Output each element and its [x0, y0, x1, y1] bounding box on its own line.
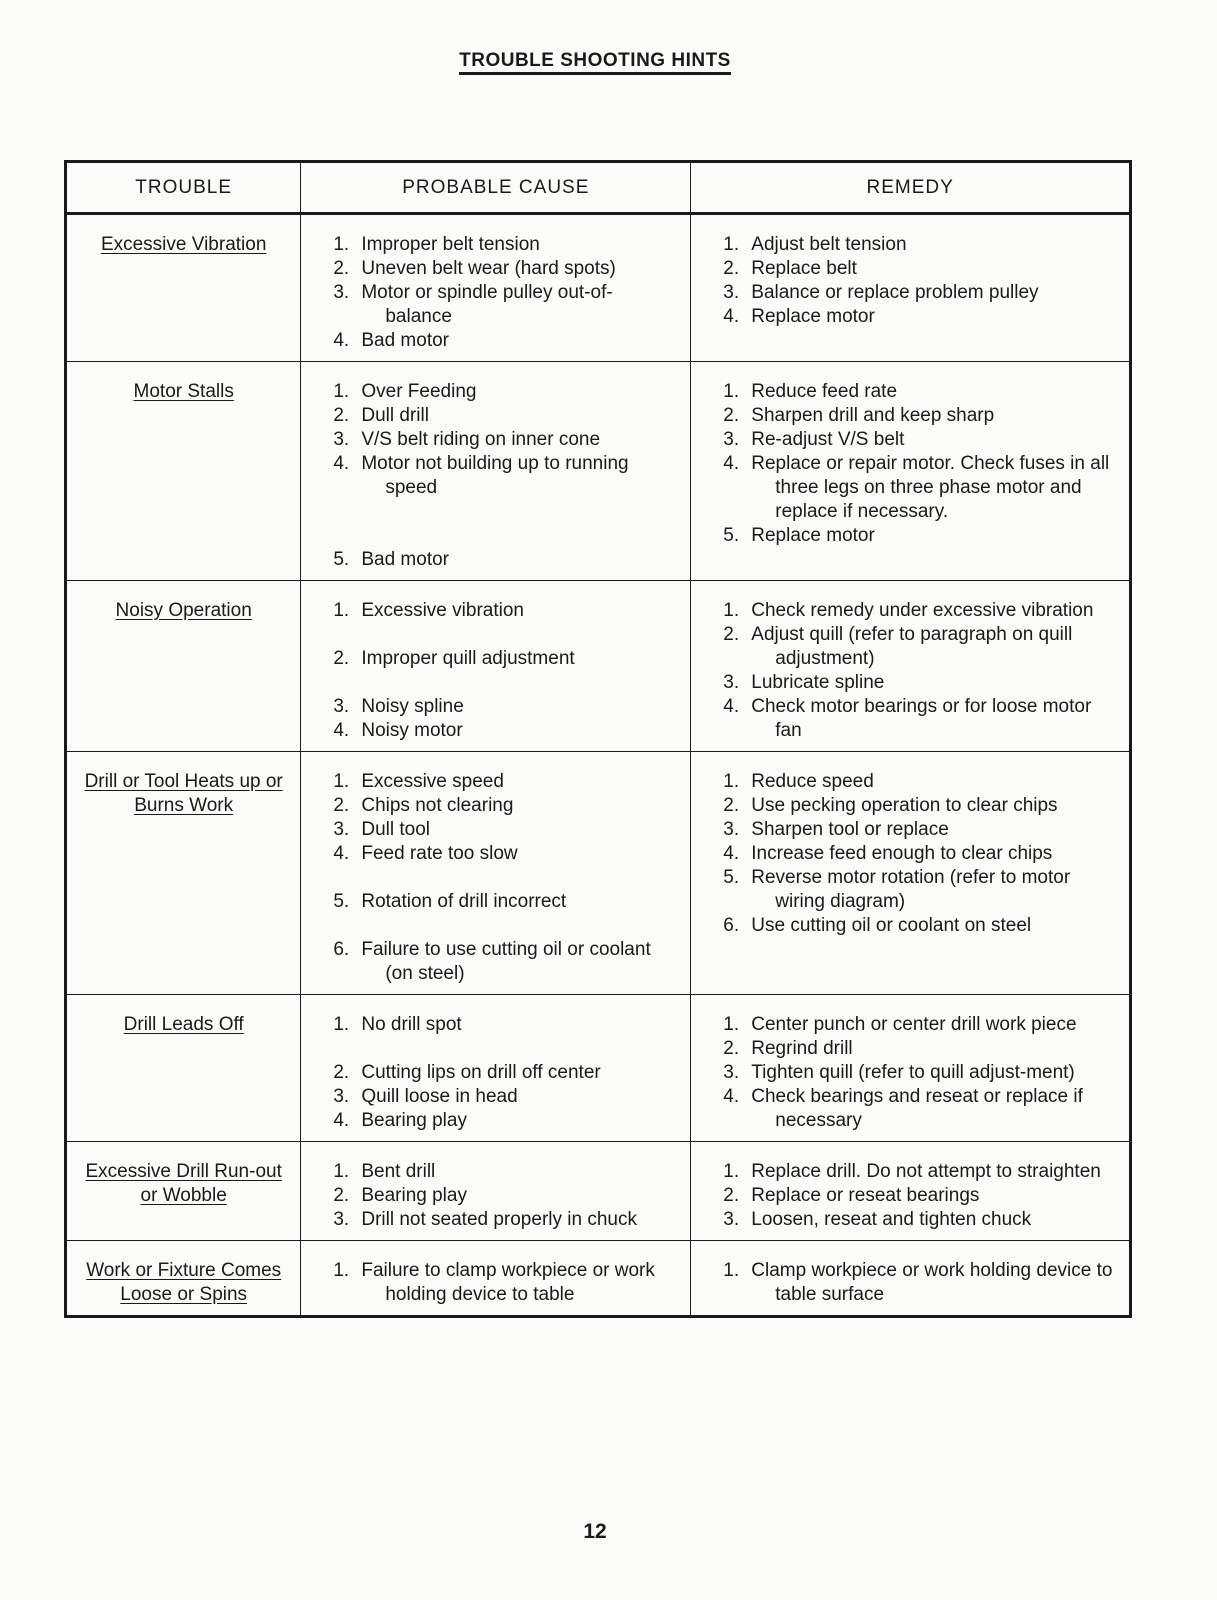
- item-text: Excessive speed: [361, 771, 504, 792]
- item-text: No drill spot: [361, 1014, 462, 1035]
- cause-cell: [301, 752, 691, 995]
- remedy-item: [705, 1184, 1115, 1208]
- remedy-item: [705, 452, 1115, 524]
- item-number: 4.: [723, 696, 740, 717]
- remedy-item: [705, 794, 1115, 818]
- cause-list: [315, 233, 676, 353]
- item-text: V/S belt riding on inner cone: [361, 429, 601, 450]
- remedy-list: [705, 1013, 1115, 1133]
- item-text: Feed rate too slow: [361, 843, 518, 864]
- item-text: Clamp workpiece or work holding device to table surface: [751, 1260, 1113, 1305]
- cause-cell: [301, 362, 691, 581]
- item-text: Dull drill: [361, 405, 429, 426]
- item-text: Chips not clearing: [361, 795, 514, 816]
- cause-list: [315, 770, 676, 986]
- item-text: Check bearings and reseat or replace if necessary: [751, 1086, 1083, 1131]
- cause-item: [315, 719, 676, 743]
- item-text: Failure to use cutting oil or coolant (on steel): [361, 939, 651, 984]
- item-text: Motor or spindle pulley out-of-balance: [361, 282, 613, 327]
- trouble-label: Drill Leads Off: [123, 1014, 244, 1035]
- remedy-item: [705, 380, 1115, 404]
- table-row: [66, 752, 1131, 995]
- remedy-list: [705, 770, 1115, 938]
- item-number: 1.: [333, 1014, 350, 1035]
- item-number: 2.: [333, 258, 350, 279]
- item-number: 5.: [723, 525, 740, 546]
- remedy-list: [705, 1259, 1115, 1307]
- item-number: 1.: [723, 1014, 740, 1035]
- table-header-row: [66, 162, 1131, 214]
- remedy-cell: [691, 214, 1131, 362]
- cause-list: [315, 1160, 676, 1232]
- item-number: 2.: [333, 648, 350, 669]
- item-text: Re-adjust V/S belt: [751, 429, 905, 450]
- cause-item: [315, 1184, 676, 1208]
- cause-cell: [301, 1142, 691, 1241]
- item-number: 1.: [723, 234, 740, 255]
- trouble-cell: [66, 362, 301, 581]
- remedy-item: [705, 818, 1115, 842]
- remedy-item: [705, 233, 1115, 257]
- item-text: Cutting lips on drill off center: [361, 1062, 601, 1083]
- cause-item: [315, 647, 676, 671]
- item-text: Replace motor: [751, 525, 875, 546]
- item-text: Reduce feed rate: [751, 381, 898, 402]
- item-number: 1.: [723, 600, 740, 621]
- item-number: 3.: [333, 696, 350, 717]
- remedy-item: [705, 305, 1115, 329]
- item-number: 6.: [723, 915, 740, 936]
- remedy-item: [705, 1160, 1115, 1184]
- remedy-item: [705, 1013, 1115, 1037]
- item-number: 4.: [723, 843, 740, 864]
- item-text: Bearing play: [361, 1110, 467, 1131]
- item-text: Failure to clamp workpiece or work holding device to table: [361, 1260, 655, 1305]
- remedy-item: [705, 1259, 1115, 1307]
- cause-item: [315, 599, 676, 623]
- remedy-item: [705, 914, 1115, 938]
- item-text: Improper belt tension: [361, 234, 540, 255]
- cause-item: [315, 404, 676, 428]
- remedy-list: [705, 380, 1115, 548]
- table-row: [66, 214, 1131, 362]
- remedy-item: [705, 1208, 1115, 1232]
- cause-item: [315, 938, 676, 986]
- cause-list: [315, 380, 676, 572]
- item-text: Dull tool: [361, 819, 430, 840]
- cause-item: [315, 548, 676, 572]
- remedy-cell: [691, 362, 1131, 581]
- item-text: Replace motor: [751, 306, 875, 327]
- item-text: Bad motor: [361, 330, 449, 351]
- item-number: 4.: [333, 843, 350, 864]
- item-number: 2.: [723, 258, 740, 279]
- remedy-item: [705, 404, 1115, 428]
- remedy-item: [705, 524, 1115, 548]
- item-text: Over Feeding: [361, 381, 477, 402]
- item-text: Balance or replace problem pulley: [751, 282, 1039, 303]
- remedy-item: [705, 428, 1115, 452]
- item-text: Reduce speed: [751, 771, 874, 792]
- header-remedy: REMEDY: [691, 162, 1131, 214]
- item-number: 1.: [723, 381, 740, 402]
- cause-item: [315, 1061, 676, 1085]
- cause-list: [315, 1259, 676, 1307]
- item-text: Tighten quill (refer to quill adjust-ment): [751, 1062, 1075, 1083]
- page-title: TROUBLE SHOOTING HINTS: [0, 50, 1190, 72]
- item-text: Bearing play: [361, 1185, 467, 1206]
- item-text: Center punch or center drill work piece: [751, 1014, 1077, 1035]
- cause-item: [315, 1085, 676, 1109]
- cause-cell: [301, 581, 691, 752]
- cause-item: [315, 1208, 676, 1232]
- item-number: 1.: [723, 1161, 740, 1182]
- item-text: Check motor bearings or for loose motor fan: [751, 696, 1092, 741]
- trouble-cell: [66, 581, 301, 752]
- cause-item: [315, 1109, 676, 1133]
- table-row: [66, 1241, 1131, 1317]
- item-text: Replace belt: [751, 258, 857, 279]
- cause-item: [315, 1259, 676, 1307]
- item-number: 5.: [333, 891, 350, 912]
- cause-item: [315, 380, 676, 404]
- item-number: 2.: [333, 1185, 350, 1206]
- cause-item: [315, 770, 676, 794]
- cause-list: [315, 599, 676, 743]
- cause-item: [315, 329, 676, 353]
- cause-item: [315, 428, 676, 452]
- header-probable-cause: PROBABLE CAUSE: [301, 162, 691, 214]
- item-number: 1.: [333, 1260, 350, 1281]
- item-text: Use cutting oil or coolant on steel: [751, 915, 1032, 936]
- item-number: 3.: [723, 819, 740, 840]
- item-text: Sharpen drill and keep sharp: [751, 405, 995, 426]
- item-number: 3.: [723, 282, 740, 303]
- item-number: 5.: [723, 867, 740, 888]
- item-number: 4.: [723, 1086, 740, 1107]
- trouble-cell: [66, 752, 301, 995]
- item-number: 1.: [723, 1260, 740, 1281]
- item-number: 2.: [723, 795, 740, 816]
- item-text: Drill not seated properly in chuck: [361, 1209, 637, 1230]
- item-number: 5.: [333, 549, 350, 570]
- item-number: 4.: [723, 453, 740, 474]
- cause-item: [315, 818, 676, 842]
- remedy-cell: [691, 1142, 1131, 1241]
- remedy-item: [705, 599, 1115, 623]
- item-number: 4.: [333, 330, 350, 351]
- remedy-item: [705, 257, 1115, 281]
- cause-item: [315, 842, 676, 866]
- remedy-cell: [691, 752, 1131, 995]
- remedy-item: [705, 770, 1115, 794]
- item-text: Check remedy under excessive vibration: [751, 600, 1094, 621]
- item-number: 1.: [723, 771, 740, 792]
- item-number: 3.: [723, 429, 740, 450]
- item-number: 1.: [333, 381, 350, 402]
- item-number: 3.: [333, 1086, 350, 1107]
- item-text: Excessive vibration: [361, 600, 524, 621]
- remedy-item: [705, 1061, 1115, 1085]
- remedy-item: [705, 623, 1115, 671]
- item-number: 1.: [333, 771, 350, 792]
- item-number: 2.: [723, 1038, 740, 1059]
- item-text: Replace drill. Do not attempt to straighten: [751, 1161, 1101, 1182]
- item-number: 3.: [333, 429, 350, 450]
- item-text: Adjust quill (refer to paragraph on quill adjustment): [751, 624, 1073, 669]
- item-text: Use pecking operation to clear chips: [751, 795, 1058, 816]
- trouble-cell: [66, 214, 301, 362]
- trouble-label: Work or Fixture Comes Loose or Spins: [86, 1260, 282, 1305]
- item-text: Quill loose in head: [361, 1086, 518, 1107]
- item-number: 3.: [723, 1209, 740, 1230]
- remedy-cell: [691, 995, 1131, 1142]
- item-number: 4.: [333, 453, 350, 474]
- remedy-cell: [691, 581, 1131, 752]
- item-text: Sharpen tool or replace: [751, 819, 949, 840]
- item-text: Adjust belt tension: [751, 234, 907, 255]
- remedy-cell: [691, 1241, 1131, 1317]
- trouble-cell: [66, 1241, 301, 1317]
- item-number: 2.: [723, 405, 740, 426]
- item-number: 3.: [333, 1209, 350, 1230]
- item-text: Regrind drill: [751, 1038, 853, 1059]
- item-text: Noisy motor: [361, 720, 463, 741]
- cause-cell: [301, 214, 691, 362]
- cause-item: [315, 794, 676, 818]
- table-row: [66, 995, 1131, 1142]
- cause-item: [315, 695, 676, 719]
- table-row: [66, 1142, 1131, 1241]
- item-text: Lubricate spline: [751, 672, 885, 693]
- item-text: Bent drill: [361, 1161, 436, 1182]
- cause-item: [315, 281, 676, 329]
- cause-cell: [301, 1241, 691, 1317]
- item-number: 3.: [723, 1062, 740, 1083]
- trouble-label: Excessive Vibration: [100, 234, 267, 255]
- item-text: Reverse motor rotation (refer to motor wiring diagram): [751, 867, 1071, 912]
- item-text: Replace or reseat bearings: [751, 1185, 980, 1206]
- item-number: 1.: [333, 1161, 350, 1182]
- page-number: 12: [583, 1520, 607, 1543]
- item-number: 2.: [333, 405, 350, 426]
- item-number: 3.: [333, 819, 350, 840]
- item-number: 4.: [333, 1110, 350, 1131]
- item-number: 4.: [723, 306, 740, 327]
- table-row: [66, 362, 1131, 581]
- trouble-shooting-table: [64, 160, 1132, 1318]
- item-number: 1.: [333, 600, 350, 621]
- remedy-list: [705, 599, 1115, 743]
- item-number: 2.: [333, 1062, 350, 1083]
- item-text: Replace or repair motor. Check fuses in all three legs on three phase motor and replace if necessary.: [751, 453, 1110, 522]
- item-number: 2.: [333, 795, 350, 816]
- item-text: Motor not building up to running speed: [361, 453, 629, 498]
- item-text: Bad motor: [361, 549, 449, 570]
- trouble-label: Drill or Tool Heats up or Burns Work: [84, 771, 283, 816]
- remedy-item: [705, 1037, 1115, 1061]
- trouble-cell: [66, 995, 301, 1142]
- item-text: Noisy spline: [361, 696, 464, 717]
- item-number: 3.: [333, 282, 350, 303]
- remedy-list: [705, 233, 1115, 329]
- cause-item: [315, 1160, 676, 1184]
- remedy-list: [705, 1160, 1115, 1232]
- table-row: [66, 581, 1131, 752]
- cause-item: [315, 257, 676, 281]
- remedy-item: [705, 671, 1115, 695]
- header-trouble: TROUBLE: [66, 162, 301, 214]
- item-number: 1.: [333, 234, 350, 255]
- trouble-label: Excessive Drill Run-out or Wobble: [85, 1161, 282, 1206]
- item-text: Loosen, reseat and tighten chuck: [751, 1209, 1032, 1230]
- remedy-item: [705, 842, 1115, 866]
- item-text: Uneven belt wear (hard spots): [361, 258, 616, 279]
- item-number: 3.: [723, 672, 740, 693]
- item-number: 6.: [333, 939, 350, 960]
- cause-item: [315, 1013, 676, 1037]
- trouble-cell: [66, 1142, 301, 1241]
- item-number: 2.: [723, 624, 740, 645]
- remedy-item: [705, 695, 1115, 743]
- cause-item: [315, 452, 676, 500]
- item-text: Rotation of drill incorrect: [361, 891, 567, 912]
- item-text: Improper quill adjustment: [361, 648, 575, 669]
- item-text: Increase feed enough to clear chips: [751, 843, 1053, 864]
- trouble-label: Noisy Operation: [115, 600, 252, 621]
- cause-item: [315, 233, 676, 257]
- remedy-item: [705, 281, 1115, 305]
- cause-list: [315, 1013, 676, 1133]
- trouble-label: Motor Stalls: [133, 381, 234, 402]
- item-number: 4.: [333, 720, 350, 741]
- remedy-item: [705, 1085, 1115, 1133]
- remedy-item: [705, 866, 1115, 914]
- cause-cell: [301, 995, 691, 1142]
- cause-item: [315, 890, 676, 914]
- item-number: 2.: [723, 1185, 740, 1206]
